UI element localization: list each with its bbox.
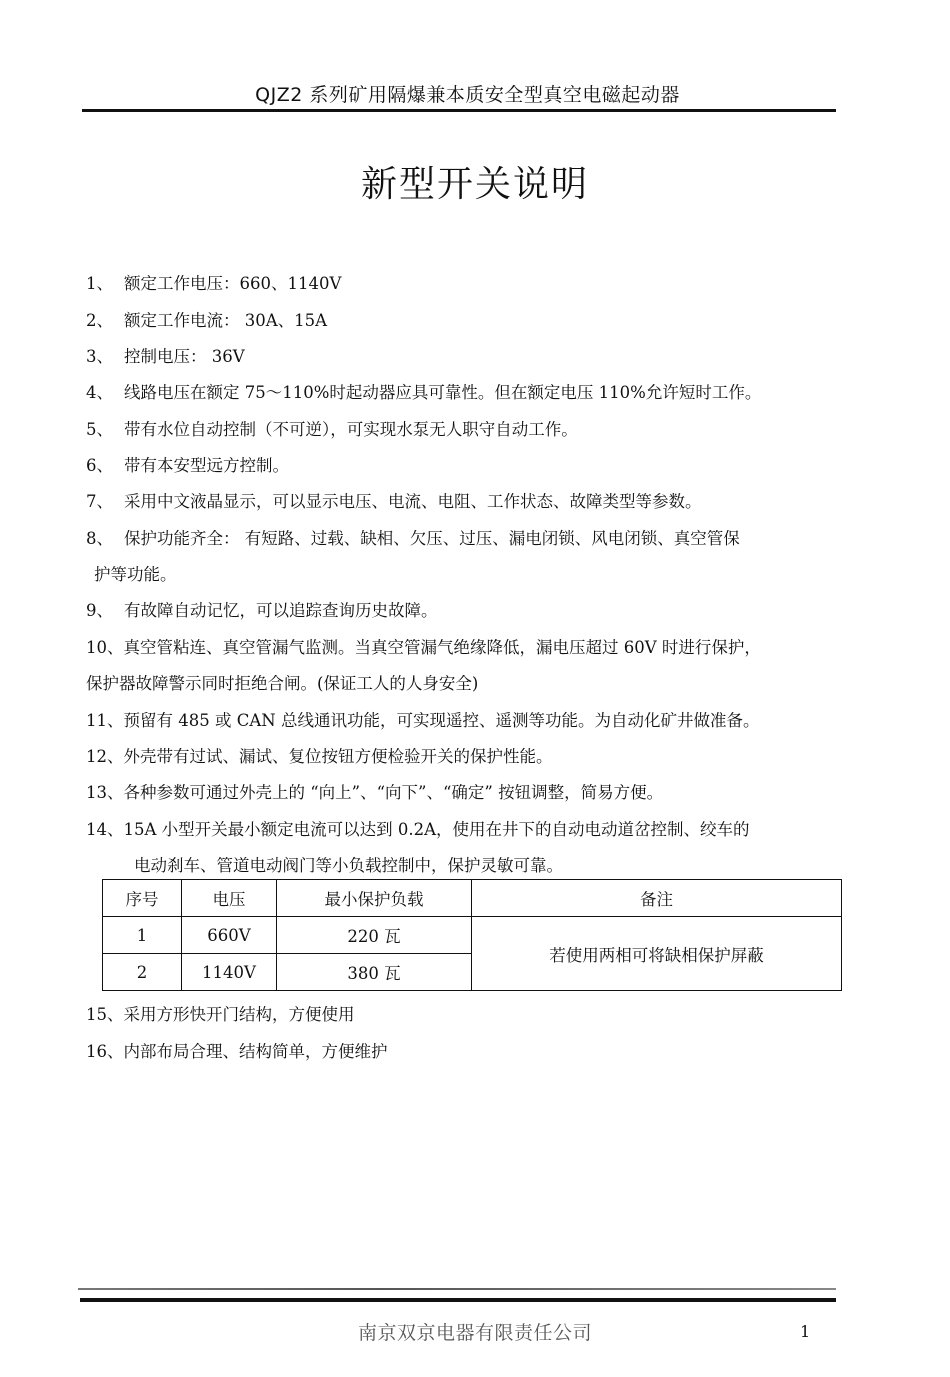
item-number: 8、	[86, 529, 113, 548]
list-item	[86, 747, 846, 767]
header-title: QJZ2 系列矿用隔爆兼本质安全型真空电磁起动器	[255, 84, 680, 106]
table-cell: 1140V	[182, 954, 277, 991]
item-text: 外壳带有过试、漏试、复位按钮方便检验开关的保护性能。	[123, 747, 553, 766]
item-text: 线路电压在额定 75～110%时起动器应具可靠性。但在额定电压 110%允许短时工作。	[124, 383, 762, 402]
table-row	[103, 917, 842, 954]
item-number: 2、	[86, 311, 113, 330]
item-number: 9、	[86, 601, 113, 620]
table-header-cell: 备注	[472, 880, 842, 917]
list-item	[86, 1042, 846, 1062]
table-header-cell: 电压	[182, 880, 277, 917]
item-text: 额定工作电压：660、1140V	[124, 274, 342, 293]
item-number: 4、	[86, 383, 113, 402]
load-table	[102, 879, 842, 991]
document-title: 新型开关说明	[360, 164, 589, 205]
item-number: 15、	[86, 1005, 124, 1024]
footer-divider-thick	[80, 1298, 836, 1302]
item-continuation: 电动刹车、管道电动阀门等小负载控制中，保护灵敏可靠。	[134, 856, 563, 875]
item-text: 15A 小型开关最小额定电流可以达到 0.2A，使用在井下的自动电动道岔控制、绞车的	[123, 820, 750, 839]
page-number: 1	[800, 1322, 811, 1341]
item-text: 保护功能齐全： 有短路、过载、缺相、欠压、过压、漏电闭锁、风电闭锁、真空管保	[124, 529, 740, 548]
table-header-cell: 最小保护负载	[277, 880, 472, 917]
table-cell: 1	[103, 917, 182, 954]
list-item	[86, 638, 846, 658]
item-number: 14、	[86, 820, 124, 839]
item-text: 采用方形快开门结构，方便使用	[123, 1005, 355, 1024]
item-text: 额定工作电流： 30A、15A	[124, 311, 328, 330]
table-cell: 2	[103, 954, 182, 991]
item-text: 预留有 485 或 CAN 总线通讯功能，可实现遥控、遥测等功能。为自动化矿井做准备。	[123, 711, 760, 730]
item-number: 5、	[86, 420, 113, 439]
item-text: 内部布局合理、结构简单，方便维护	[123, 1042, 388, 1061]
item-number: 1、	[86, 274, 113, 293]
item-number: 3、	[86, 347, 113, 366]
item-number: 16、	[86, 1042, 124, 1061]
list-item	[86, 347, 846, 367]
list-item	[86, 1005, 846, 1025]
item-continuation: 保护器故障警示同时拒绝合闸。(保证工人的人身安全)	[86, 674, 479, 693]
list-item	[86, 420, 846, 440]
list-item	[86, 601, 846, 621]
item-number: 7、	[86, 492, 113, 511]
item-number: 11、	[86, 711, 124, 730]
item-text: 带有本安型远方控制。	[124, 456, 289, 475]
item-text: 带有水位自动控制（不可逆），可实现水泵无人职守自动工作。	[124, 420, 578, 439]
item-text: 控制电压： 36V	[124, 347, 245, 366]
item-text: 真空管粘连、真空管漏气监测。当真空管漏气绝缘降低，漏电压超过 60V 时进行保护，	[123, 638, 761, 657]
item-continuation: 护等功能。	[94, 565, 177, 584]
list-item	[86, 711, 846, 731]
list-item	[86, 529, 846, 549]
list-item	[86, 274, 846, 294]
table-cell: 660V	[182, 917, 277, 954]
list-item	[86, 492, 846, 512]
list-item	[86, 783, 846, 803]
item-number: 13、	[86, 783, 124, 802]
table-cell: 220 瓦	[277, 917, 472, 954]
footer-divider-thin	[78, 1288, 836, 1290]
table-cell: 380 瓦	[277, 954, 472, 991]
footer-company-name: 南京双京电器有限责任公司	[357, 1322, 592, 1344]
item-number: 12、	[86, 747, 124, 766]
list-item	[86, 456, 846, 476]
table-header-cell: 序号	[103, 880, 182, 917]
item-number: 10、	[86, 638, 124, 657]
list-item	[86, 311, 846, 331]
table-header-row	[103, 880, 842, 917]
list-item	[86, 383, 846, 403]
header-divider	[82, 109, 836, 112]
item-number: 6、	[86, 456, 113, 475]
list-item	[86, 820, 846, 840]
item-text: 有故障自动记忆，可以追踪查询历史故障。	[124, 601, 438, 620]
table-note-cell: 若使用两相可将缺相保护屏蔽	[472, 917, 842, 991]
item-text: 采用中文液晶显示，可以显示电压、电流、电阻、工作状态、故障类型等参数。	[124, 492, 702, 511]
item-text: 各种参数可通过外壳上的 “向上”、“向下”、“确定” 按钮调整，简易方便。	[123, 783, 664, 802]
